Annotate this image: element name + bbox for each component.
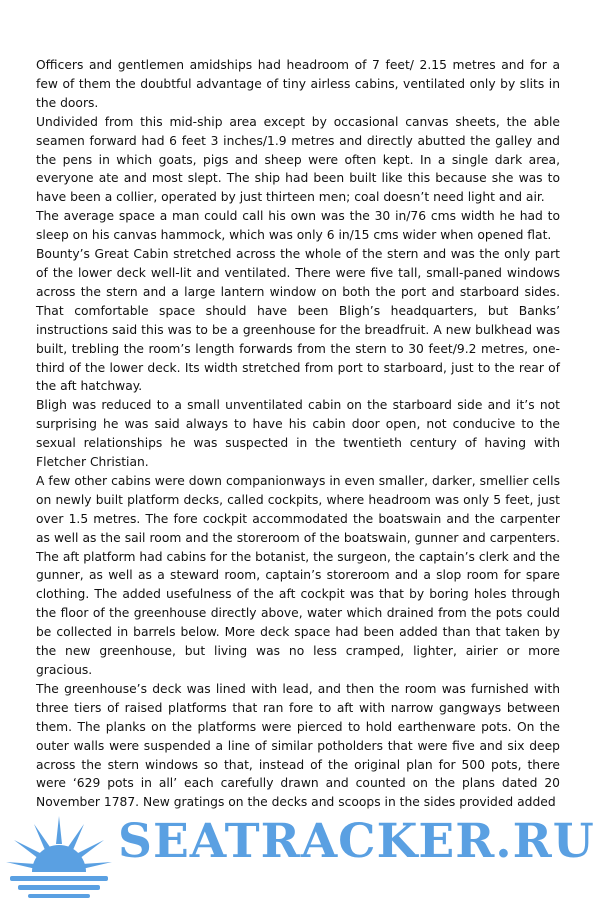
sun-over-sea-icon xyxy=(4,814,114,900)
article-body xyxy=(36,56,560,812)
paragraph-hammock-space: The average space a man could call his own was the 30 in/76 cms width he had to sleep on his canvas hammock, which was only 6 in/15 cms wider when opened flat. xyxy=(36,209,560,243)
watermark-text: SEATRACKER.RU xyxy=(118,814,595,869)
paragraph-officers: Officers and gentlemen amidships had headroom of 7 feet/ 2.15 metres and for a few of them the doubtful advantage of tiny airless cabins, ventilated only by slits in the doors. xyxy=(36,58,560,110)
paragraph-bligh-cabin: Bligh was reduced to a small unventilated cabin on the starboard side and it’s not surprising he was said always to have his cabin door open, not conducive to the sexual relationships he was suspected in the twentieth century of having with Fletcher Christian. xyxy=(36,398,560,470)
paragraph-great-cabin: Bounty’s Great Cabin stretched across the whole of the stern and was the only part of the lower deck well-lit and ventilated. There were five tall, small-paned windows across the stern and a large lantern window on both the port and starboard sides. That comfortable space should have been Bligh’s headquarters, but Banks’ instructions said this was to be a greenhouse for the breadfruit. A new bulkhead was built, trebling the room’s length forwards from the stern to 30 feet/9.2 metres, one-third of the lower deck. Its width stretched from port to starboard, just to the rear of the aft hatchway. xyxy=(36,247,560,394)
paragraph-able-seamen: Undivided from this mid-ship area except by occasional canvas sheets, the able seamen forward had 6 feet 3 inches/1.9 metres and directly abutted the galley and the pens in which goats, pigs and sheep were often kept. In a single dark area, everyone ate and most slept. The ship had been built like this because she was to have been a collier, operated by just thirteen men; coal doesn’t need light and air. xyxy=(36,114,560,205)
paragraph-greenhouse: The greenhouse’s deck was lined with lead, and then the room was furnished with three tiers of raised platforms that ran fore to aft with narrow gangways between them. The planks on the platforms were pierced to hold earthenware pots. On the outer walls were suspended a line of similar potholders that were five and six deep across the stern windows so that, instead of the original plan for 500 pots, there were ‘629 pots in all’ each carefully drawn and counted on the plans dated 20 November 1787. New gratings on the decks and scoops in the sides provided added xyxy=(36,681,560,810)
site-watermark xyxy=(0,808,600,902)
paragraph-cockpits: A few other cabins were down companionways in even smaller, darker, smellier cells on newly built platform decks, called cockpits, where headroom was only 5 feet, just over 1.5 metres. The fore cockpit accommodated the boatswain and the carpenter as well as the sail room and the storeroom of the boatswain, gunner and carpenters. The aft platform had cabins for the botanist, the surgeon, the captain’s clerk and the gunner, as well as a steward room, captain’s storeroom and a slop room for spare clothing. The added usefulness of the aft cockpit was that by boring holes through the floor of the greenhouse directly above, water which drained from the pots could be collected in barrels below. More deck space had been added than that taken by the new greenhouse, but living was no less cramped, lighter, airier or more gracious. xyxy=(36,473,560,677)
